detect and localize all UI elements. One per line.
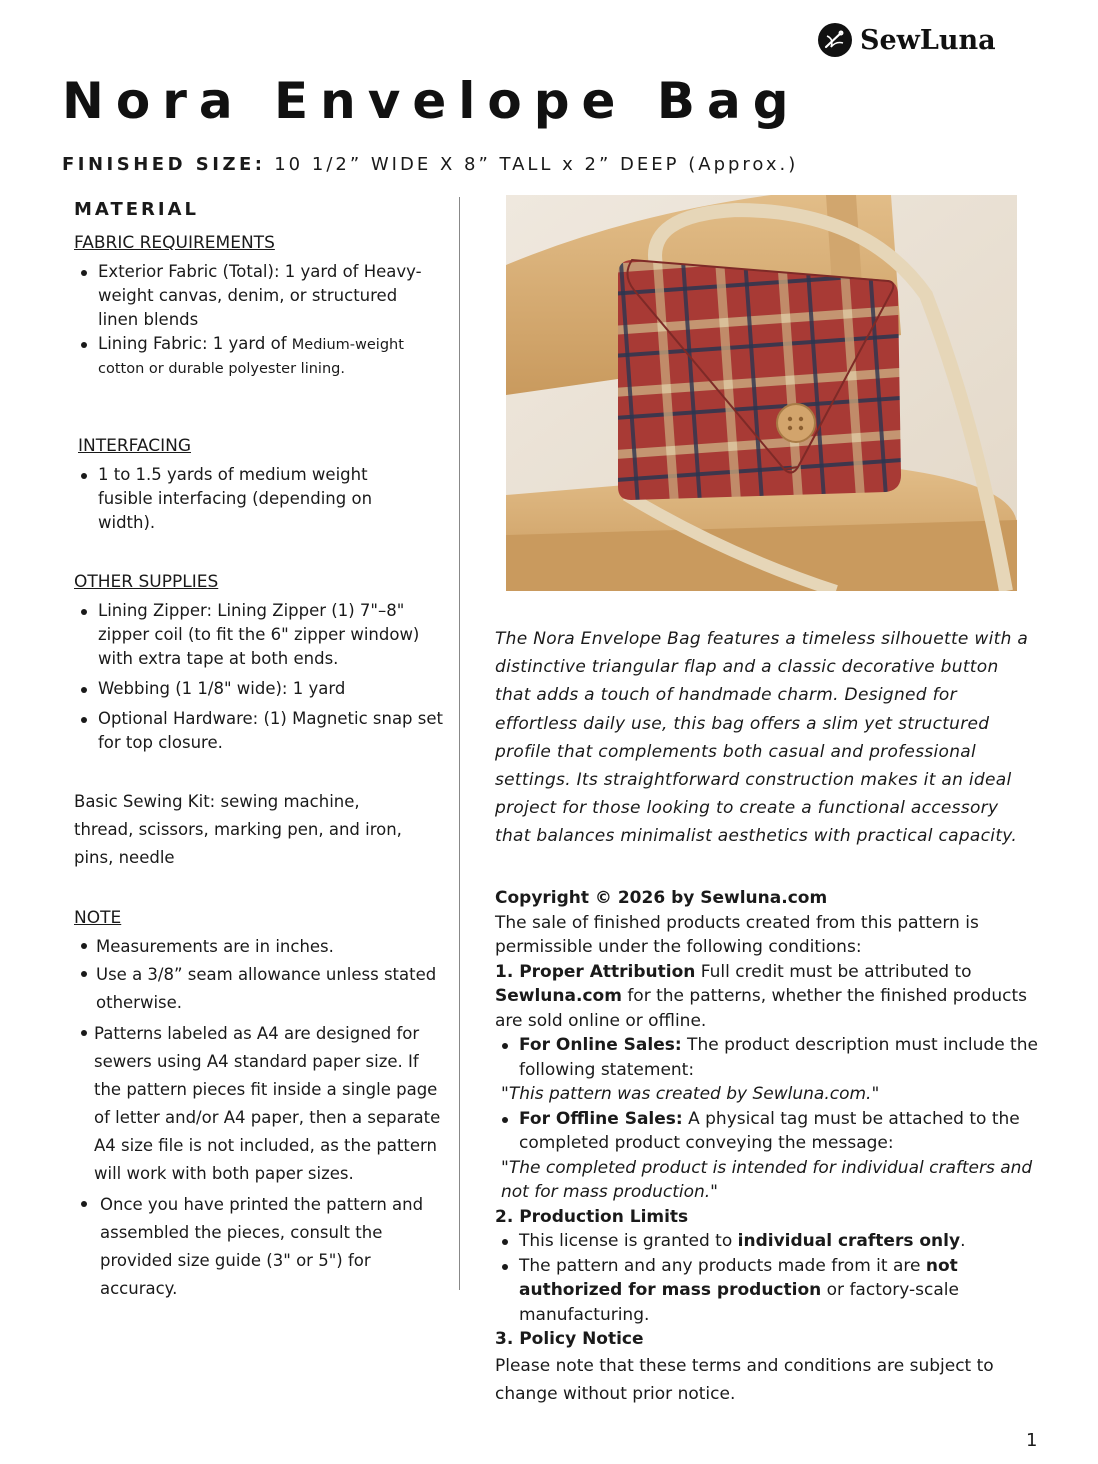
attribution-text-b: for the patterns, whether the finished products are sold online or offline. (495, 986, 1027, 1031)
column-divider (459, 197, 460, 1290)
attribution-title: 1. Proper Attribution (495, 961, 696, 982)
limit-bold: individual crafters only (737, 1231, 961, 1251)
list-item (495, 1254, 1040, 1328)
product-description: The Nora Envelope Bag features a timeless silhouette with a distinctive triangular flap and a classic decorative button that adds a touch of handmade charm. Designed for effortless daily use, this bag offers a slim yet structured profile that complements both casual and professional settings. Its straightforward construction makes it an ideal project for those looking to create a functional accessory that balances minimalist aesthetics with practical capacity. (495, 629, 1029, 847)
note-list (74, 933, 444, 1303)
production-limits-list (495, 1229, 1040, 1327)
online-sales-text: The product description must include the following statement: (519, 1035, 1038, 1080)
list-item: Exterior Fabric (Total): 1 yard of Heavy-weight canvas, denim, or structured linen blends (74, 260, 424, 332)
attribution-text-a: Full credit must be attributed to (695, 961, 972, 982)
basic-kit-text: Basic Sewing Kit: sewing machine, thread, scissors, marking pen, and iron, pins, needle (74, 792, 402, 867)
list-item: Use a 3/8” seam allowance unless stated otherwise. (74, 961, 444, 1017)
page-number: 1 (1026, 1430, 1038, 1451)
policy-notice-title: 3. Policy Notice (495, 1329, 644, 1349)
attribution-paragraph (495, 960, 1040, 1034)
list-item: Lining Zipper: Lining Zipper (1) 7"–8" zipper coil (to fit the 6" zipper window) with extra tape at both ends. (74, 599, 444, 671)
material-heading: MATERIAL (74, 199, 199, 220)
attribution-site: Sewluna.com (495, 986, 622, 1006)
lining-lead: Lining Fabric: 1 yard of (98, 334, 287, 353)
finished-size (62, 154, 798, 175)
online-sales-quote: "This pattern was created by Sewluna.com." (501, 1084, 880, 1104)
list-item: Patterns labeled as A4 are designed for sewers using A4 standard paper size. If the pattern pieces fit inside a single page of letter and/or A4 paper, then a separate A4 size file is not included, as the pattern will work with both paper sizes. (74, 1020, 444, 1188)
copyright-intro: The sale of finished products created from this pattern is permissible under the following conditions: (495, 912, 979, 957)
note-heading: NOTE (74, 908, 122, 928)
list-item: Measurements are in inches. (74, 933, 444, 961)
limit-text-b: . (960, 1231, 966, 1251)
needle-thread-icon (818, 23, 852, 57)
fabric-heading: FABRIC REQUIREMENTS (74, 233, 275, 253)
list-item (495, 1107, 1040, 1156)
offline-sales-text: A physical tag must be attached to the completed product conveying the message: (519, 1108, 1020, 1153)
policy-notice-text: Please note that these terms and conditions are subject to change without prior notice. (495, 1355, 994, 1404)
list-item: 1 to 1.5 yards of medium weight fusible interfacing (depending on width). (74, 463, 414, 535)
production-limits-title: 2. Production Limits (495, 1206, 689, 1227)
interfacing-heading: INTERFACING (78, 436, 191, 456)
page-title: Nora Envelope Bag (62, 72, 801, 130)
finished-size-value: 10 1/2” WIDE X 8” TALL x 2” DEEP (Approx.) (274, 154, 799, 175)
finished-size-label: FINISHED SIZE: (62, 154, 266, 175)
list-item (495, 1229, 1040, 1254)
limit-text-a: This license is granted to (519, 1231, 738, 1251)
online-sales-list (495, 1033, 1040, 1082)
list-item: Optional Hardware: (1) Magnetic snap set for top closure. (74, 707, 444, 755)
other-supplies-list (74, 599, 444, 755)
list-item: Webbing (1 1/8" wide): 1 yard (74, 677, 444, 701)
interfacing-list (74, 463, 414, 535)
limit2-text-b: or factory-scale manufacturing. (519, 1280, 959, 1325)
offline-sales-quote: "The completed product is intended for individual crafters and not for mass production." (501, 1157, 1033, 1202)
offline-sales-label: For Offline Sales: (519, 1108, 683, 1129)
brand-name: SewLuna (860, 24, 996, 56)
offline-sales-list (495, 1107, 1040, 1156)
lining-rest: Medium-weight cotton or durable polyester lining. (98, 337, 404, 377)
brand-logo (818, 20, 996, 60)
list-item (74, 332, 424, 380)
online-sales-label: For Online Sales: (519, 1035, 682, 1055)
copyright-section (495, 886, 1040, 1408)
limit2-text-a: The pattern and any products made from it are (519, 1255, 926, 1276)
fabric-list (74, 260, 424, 380)
limit2-bold: not authorized for mass production (519, 1255, 958, 1300)
list-item (495, 1033, 1040, 1082)
copyright-heading: Copyright © 2026 by Sewluna.com (495, 888, 828, 908)
list-item: Once you have printed the pattern and assembled the pieces, consult the provided size guide (3" or 5") for accuracy. (74, 1191, 444, 1303)
product-photo (506, 195, 1017, 591)
other-supplies-heading: OTHER SUPPLIES (74, 572, 219, 592)
